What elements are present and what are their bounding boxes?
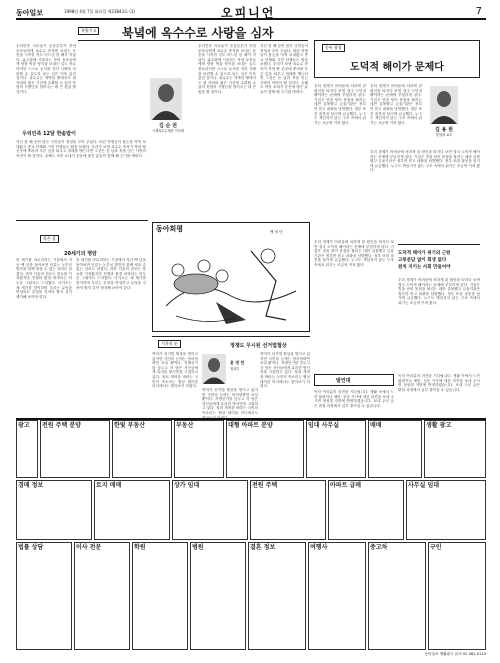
ad-label: 학원	[134, 544, 146, 551]
lead-body-col4: 지난 한 해 동안 많은 국민들이 정성을 모아 주었다. 어린 학생들이 용돈을 아껴 보내왔고 종교 단체와 시민 단체들도 힘을 보탰다. 우리가 보낸 옥수수 종자가 북녘 땅 곳곳에 뿌려져 푸른 잎을 틔우고 열매를 맺는다면 그것은 곧 남과 북을 잇는 사랑의 씨앗이 될 것이다. 올해도 씨앗 보내기 운동에 많은 분들이 함께 해 주기를 바란다.	[260, 44, 308, 94]
ad-label: 이사 전문	[76, 544, 102, 551]
right-column-body-d: 우리 경제가 어려움에 처하게 된 원인을 따지다 보면 결국 도덕적 해이라는 문제에 부딪히게 된다. 기업은 빚을 얻어 몸집을 불리는 데만 골몰했고 금융기관은 정부만 믿고 대출을 남발했다. 정부 또한 잘못을 덮기에 급급했다. 누구도 책임지지 않는 구조 속에서 위기는 조금씩 커져 왔다.	[314, 240, 394, 267]
ad-label: 광고	[18, 422, 30, 429]
ad-box[interactable]	[74, 542, 130, 650]
section-title: 오피니언	[221, 6, 276, 20]
ad-label: 부동산	[176, 422, 194, 429]
ad-label: 한빛 부동산	[114, 422, 146, 429]
lead-tag: 특별기고	[78, 27, 99, 35]
ad-box[interactable]	[112, 420, 172, 478]
ad-box[interactable]	[174, 420, 224, 478]
ad-label: 아파트 급매	[330, 482, 362, 489]
ad-label: 대형 아파트 분양	[228, 422, 273, 429]
ad-box[interactable]	[40, 420, 110, 478]
cartoon-artist: 백 성 민	[270, 230, 283, 234]
ad-label: 법률 상담	[18, 544, 44, 551]
letters-tag: 발언대	[336, 378, 351, 384]
ad-box[interactable]	[406, 480, 486, 540]
ad-box[interactable]	[368, 420, 422, 478]
columnist-title: 한성대 교수	[435, 133, 453, 137]
right-column-tag: 동아 광장	[322, 44, 345, 52]
reporter-name: 윤 영 찬	[230, 360, 245, 365]
small-column-title: 20세기의 명암	[64, 251, 97, 257]
ad-label: 상가 임대	[174, 482, 200, 489]
reporter-body-c: 여야가 선거법 협상을 벌이고 있지만 국민의 눈에는 당리당략만 보일 뿐이다. 지방선거를 앞두고 각 당은 자신들에게 유리한 방식만을 고집하고 있다. 정치 개혁을 바라는 국민의 목소리는 협상 테이블 어디에서도 찾아보기 어렵다.	[202, 388, 258, 420]
lead-rule	[78, 40, 308, 41]
columnist-photo	[430, 86, 458, 124]
ad-box[interactable]	[16, 480, 92, 540]
lead-author-title: 국제옥수수재단 이사장	[152, 129, 184, 133]
portrait-icon	[202, 354, 226, 384]
ad-label: 사무실 임대	[408, 482, 440, 489]
classified-ads	[16, 418, 486, 658]
reporter-body-a: 여야가 선거법 협상을 벌이고 있지만 국민의 눈에는 당리당략만 보일 뿐이다. 지방선거를 앞두고 각 당은 자신들에게 유리한 방식만을 고집하고 있다. 정치 개혁을 바라는 국민의 목소리는 협상 테이블 어디에서도 찾아보기 어렵다.	[152, 352, 198, 389]
page-header	[16, 4, 486, 20]
ad-label: 전원 주택 분양	[42, 422, 81, 429]
ad-box[interactable]	[368, 542, 426, 650]
ad-box[interactable]	[190, 542, 246, 650]
cartoon-title: 동아희평	[156, 224, 184, 233]
small-column-tag: 작은 창	[40, 235, 59, 243]
quote-rule	[398, 244, 480, 245]
lead-body: 우리민족 서로돕기 운동본부가 북녘 동포들에게 옥수수 종자를 보내는 운동을 시작한 지도 어느덧 한 해가 지났다. 굶주림에 시달리는 북녘 동포들에게 당장 먹을 양식을 보내는 일도 중요하지만 스스로 농사를 지어 식량을 마련할 수 있도록 돕는 일은 더욱 값진 일이다. 옥수수는 척박한 땅에서도 잘 자라며 짧은 기간에 수확할 수 있어 북녘의 식량난을 덜어주는 데 큰 몫을 할 것이다.	[16, 44, 76, 94]
reporter-body-b: 여야가 선거법 협상을 벌이고 있지만 국민의 눈에는 당리당략만 보일 뿐이다. 지방선거를 앞두고 각 당은 자신들에게 유리한 방식만을 고집하고 있다. 정치 개혁을 바라는 국민의 목소리는 협상 테이블 어디에서도 찾아보기 어렵다.	[260, 352, 310, 389]
ad-label: 중고차	[370, 544, 388, 551]
ad-box[interactable]	[226, 420, 304, 478]
small-column-body-b: 한 세기를 마무리하는 시점에서 지난 백 년을 돌아보면 인류는 눈부신 발전과 함께 씻을 수 없는 상처도 남겼다. 과학 기술의 진보는 풍요를 가져왔지만 전쟁과 환경 파괴라는 어두운 그림자도 드리웠다. 다가오는 새 세기를 맞이하며 우리는 무엇을 반성하고 무엇을 지켜야 할지 깊이 생각해 보아야 한다.	[76, 258, 146, 290]
ad-label: 결혼 정보	[250, 544, 276, 551]
ad-label: 여행사	[310, 544, 328, 551]
lead-author-name: 김 순 권	[159, 123, 177, 129]
cartoon-illustration-icon	[156, 236, 306, 330]
author-photo	[150, 78, 182, 120]
ad-label: 매매	[370, 422, 382, 429]
ad-box[interactable]	[424, 420, 486, 478]
side-quote-3: 원칙 지키는 사회 만들어야	[398, 265, 451, 270]
small-column-rule	[16, 220, 148, 221]
reporter-tag: 기자의 눈	[158, 340, 181, 348]
portrait-icon	[430, 86, 458, 124]
ad-label: 임대 사무실	[308, 422, 340, 429]
paper-name: 동아일보	[16, 9, 44, 17]
ad-box[interactable]	[306, 420, 366, 478]
ads-footer-note: 동아일보 생활광고 문의 02-361-0114	[424, 652, 486, 656]
ad-box[interactable]	[94, 480, 170, 540]
ad-box[interactable]	[172, 480, 248, 540]
small-column-body-a: 한 세기를 마무리하는 시점에서 지난 백 년을 돌아보면 인류는 눈부신 발전과 함께 씻을 수 없는 상처도 남겼다. 과학 기술의 진보는 풍요를 가져왔지만 전쟁과 환경 파괴라는 어두운 그림자도 드리웠다. 다가오는 새 세기를 맞이하며 우리는 무엇을 반성하고 무엇을 지켜야 할지 깊이 생각해 보아야 한다.	[16, 258, 72, 299]
right-column-body-b: 우리 경제가 어려움에 처하게 된 원인을 따지다 보면 결국 도덕적 해이라는 문제에 부딪히게 된다. 기업은 빚을 얻어 몸집을 불리는 데만 골몰했고 금융기관은 정부만 믿고 대출을 남발했다. 정부 또한 잘못을 덮기에 급급했다. 누구도 책임지지 않는 구조 속에서 위기는 조금씩 커져 왔다.	[370, 84, 422, 125]
right-column-body-a: 우리 경제가 어려움에 처하게 된 원인을 따지다 보면 결국 도덕적 해이라는 문제에 부딪히게 된다. 기업은 빚을 얻어 몸집을 불리는 데만 골몰했고 금융기관은 정부만 믿고 대출을 남발했다. 정부 또한 잘못을 덮기에 급급했다. 누구도 책임지지 않는 구조 속에서 위기는 조금씩 커져 왔다.	[314, 84, 366, 125]
letters-header-box	[314, 374, 394, 386]
reporter-headline: 정쟁도 무시된 선거법협상	[230, 343, 287, 349]
ad-box[interactable]	[250, 480, 326, 540]
ad-box[interactable]	[328, 480, 404, 540]
lead-body-2: 지난 한 해 동안 많은 국민들이 정성을 모아 주었다. 어린 학생들이 용돈을 아껴 보내왔고 종교 단체와 시민 단체들도 힘을 보탰다. 우리가 보낸 옥수수 종자가 북녘 땅 곳곳에 뿌려져 푸른 잎을 틔우고 열매를 맺는다면 그것은 곧 남과 북을 잇는 사랑의 씨앗이 될 것이다. 올해도 씨앗 보내기 운동에 많은 분들이 함께 해 주기를 바란다.	[16, 140, 146, 158]
portrait-icon	[150, 78, 182, 120]
right-column-headline: 도덕적 해이가 문제다	[350, 62, 444, 73]
ad-label: 경매 정보	[18, 482, 44, 489]
page-number: 7	[475, 6, 482, 17]
ad-box[interactable]	[428, 542, 486, 650]
ad-label: 병원	[192, 544, 204, 551]
side-quote-1: 도덕적 해이가 위기의 근원	[398, 251, 451, 256]
ad-label: 토지 매매	[96, 482, 122, 489]
reporter-title: 정치부	[230, 367, 240, 371]
lead-body-col3: 우리민족 서로돕기 운동본부가 북녘 동포들에게 옥수수 종자를 보내는 운동을 시작한 지도 어느덧 한 해가 지났다. 굶주림에 시달리는 북녘 동포들에게 당장 먹을 양식을 보내는 일도 중요하지만 스스로 농사를 지어 식량을 마련할 수 있도록 돕는 일은 더욱 값진 일이다. 옥수수는 척박한 땅에서도 잘 자라며 짧은 기간에 수확할 수 있어 북녘의 식량난을 덜어주는 데 큰 몫을 할 것이다.	[198, 44, 256, 94]
ad-label: 전원 주택	[252, 482, 278, 489]
lead-subhead: 우리민족 12달 한솥밥이	[22, 131, 76, 137]
letters-body-a: 독자 여러분의 의견을 기다립니다. 생활 속에서 느낀 불편이나 제안, 신문 기사에 대한 의견을 보내 주시면 정성껏 지면에 반영하겠습니다. 보내 주신 글은 편집 과정에서 일부 줄여질 수 있습니다.	[314, 390, 394, 408]
lead-headline: 북녘에 옥수수로 사랑을 심자	[122, 26, 274, 40]
ad-box[interactable]	[132, 542, 188, 650]
side-quote-block	[398, 250, 480, 271]
columnist-name: 김 용 원	[435, 127, 453, 133]
date-line: 1998년 4월 7일 화요일 제23843호 (3)	[64, 9, 135, 14]
right-column-body-e: 우리 경제가 어려움에 처하게 된 원인을 따지다 보면 결국 도덕적 해이라는 문제에 부딪히게 된다. 기업은 빚을 얻어 몸집을 불리는 데만 골몰했고 금융기관은 정부만 믿고 대출을 남발했다. 정부 또한 잘못을 덮기에 급급했다. 누구도 책임지지 않는 구조 속에서 위기는 조금씩 커져 왔다.	[398, 278, 480, 305]
ad-label: 구인	[430, 544, 442, 551]
ad-box[interactable]	[308, 542, 366, 650]
ad-box[interactable]	[16, 420, 38, 478]
letters-body-b: 독자 여러분의 의견을 기다립니다. 생활 속에서 느낀 불편이나 제안, 신문 기사에 대한 의견을 보내 주시면 정성껏 지면에 반영하겠습니다. 보내 주신 글은 편집 과정에서 일부 줄여질 수 있습니다.	[398, 374, 480, 392]
reporter-photo	[202, 354, 226, 384]
side-quote-2: 고통분담 없이 회생 없다	[398, 258, 447, 263]
right-column-body-c: 우리 경제가 어려움에 처하게 된 원인을 따지다 보면 결국 도덕적 해이라는 문제에 부딪히게 된다. 기업은 빚을 얻어 몸집을 불리는 데만 골몰했고 금융기관은 정부만 믿고 대출을 남발했다. 정부 또한 잘못을 덮기에 급급했다. 누구도 책임지지 않는 구조 속에서 위기는 조금씩 커져 왔다.	[370, 150, 480, 173]
reporter-rule	[152, 336, 310, 337]
ad-label: 생활 광고	[426, 422, 452, 429]
ad-box[interactable]	[248, 542, 306, 650]
ad-box[interactable]	[16, 542, 72, 650]
